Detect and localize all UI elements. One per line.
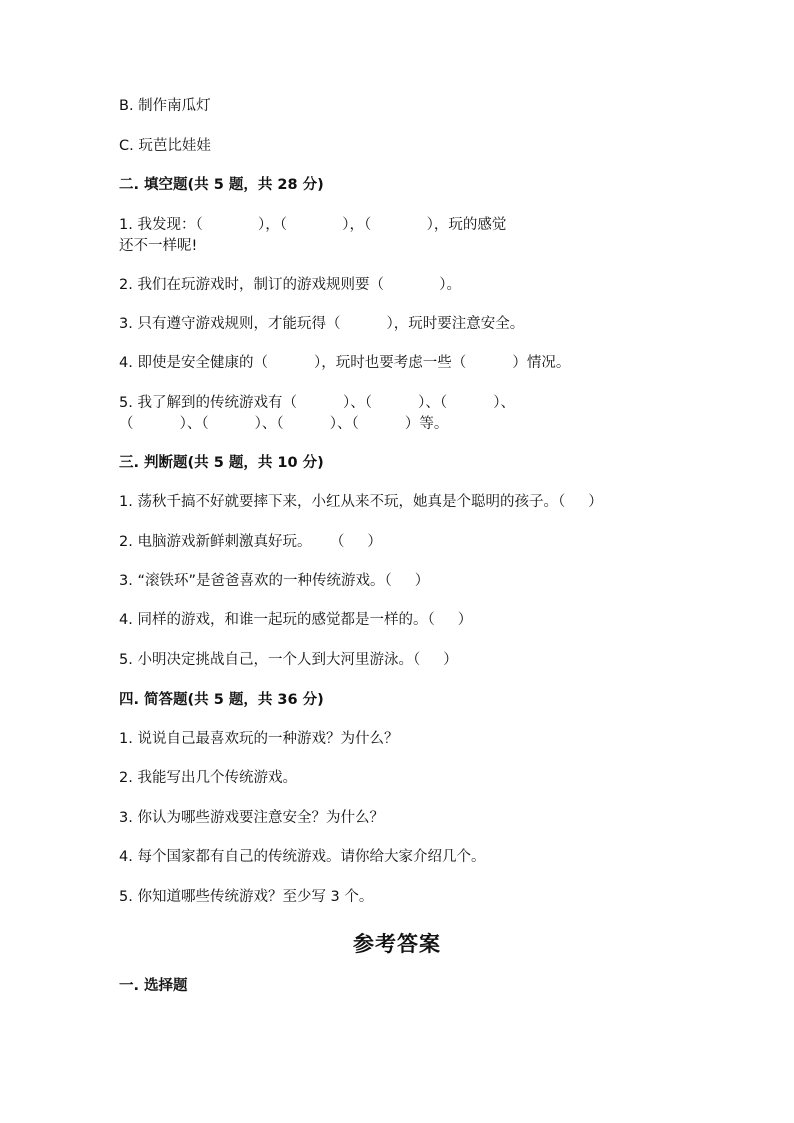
fill-q1-line1: 1. 我发现：（ ），（ ），（ ），玩的感觉 <box>119 217 507 233</box>
fill-q3: 3. 只有遵守游戏规则，才能玩得（ ），玩时要注意安全。 <box>119 316 525 332</box>
sa-q4: 4. 每个国家都有自己的传统游戏。请你给大家介绍几个。 <box>119 849 486 865</box>
fill-q5-line1: 5. 我了解到的传统游戏有（ ）、（ ）、（ ）、 <box>119 395 515 411</box>
option-b: B. 制作南瓜灯 <box>119 98 211 114</box>
answer-section-choice: 一. 选择题 <box>119 978 188 994</box>
tf-q5: 5. 小明决定挑战自己，一个人到大河里游泳。（ ） <box>119 652 458 668</box>
option-c: C. 玩芭比娃娃 <box>119 138 211 154</box>
section-heading-fill-blank: 二. 填空题(共 5 题，共 28 分) <box>119 177 324 193</box>
tf-q2: 2. 电脑游戏新鲜刺激真好玩。 （ ） <box>119 534 382 550</box>
tf-q3: 3. “滚铁环”是爸爸喜欢的一种传统游戏。（ ） <box>119 573 430 589</box>
section-heading-short-answer: 四. 简答题(共 5 题，共 36 分) <box>119 692 324 708</box>
sa-q1: 1. 说说自己最喜欢玩的一种游戏？为什么？ <box>119 731 399 747</box>
fill-q5-line2: （ ）、（ ）、（ ）、（ ）等。 <box>119 416 449 432</box>
sa-q3: 3. 你认为哪些游戏要注意安全？为什么？ <box>119 810 384 826</box>
tf-q4: 4. 同样的游戏，和谁一起玩的感觉都是一样的。（ ） <box>119 612 473 628</box>
fill-q2: 2. 我们在玩游戏时，制订的游戏规则要（ ）。 <box>119 277 462 293</box>
tf-q1: 1. 荡秋千搞不好就要摔下来，小红从来不玩，她真是个聪明的孩子。（ ） <box>119 494 603 510</box>
sa-q2: 2. 我能写出几个传统游戏。 <box>119 770 297 786</box>
answer-key-title: 参考答案 <box>353 931 441 956</box>
sa-q5: 5. 你知道哪些传统游戏？至少写 3 个。 <box>119 889 374 905</box>
fill-q1-line2: 还不一样呢! <box>119 238 198 254</box>
section-heading-true-false: 三. 判断题(共 5 题，共 10 分) <box>119 455 324 471</box>
fill-q4: 4. 即使是安全健康的（ ），玩时也要考虑一些（ ）情况。 <box>119 355 571 371</box>
